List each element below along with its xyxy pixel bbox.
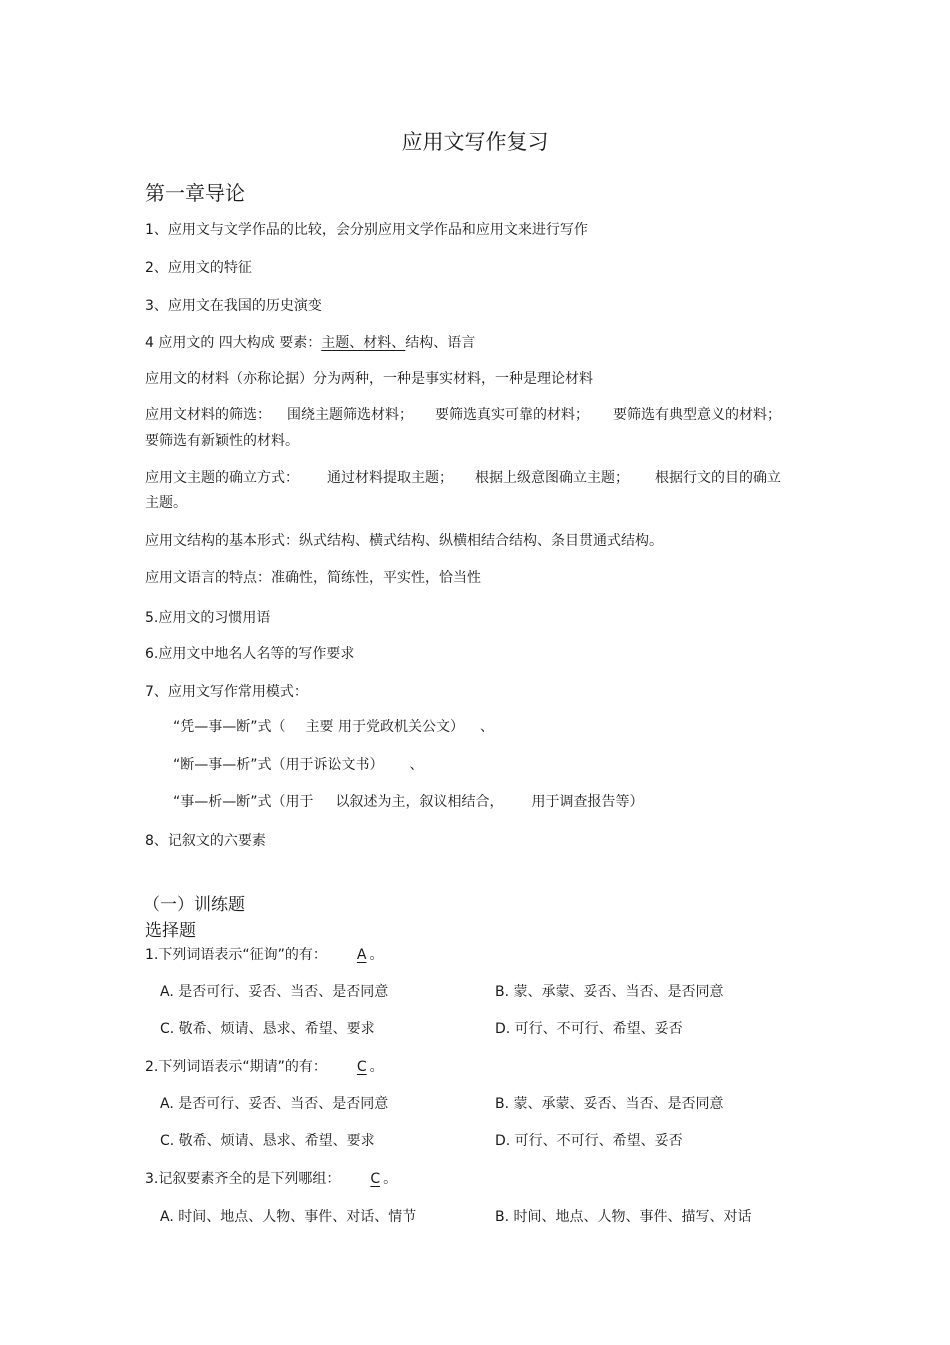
- material-filter-line-2: 要筛选有新颖性的材料。: [145, 433, 299, 449]
- q3-option-b: B. 时间、地点、人物、事件、描写、对话: [495, 1209, 752, 1225]
- question-1-end: 。: [369, 947, 384, 963]
- item-4: [145, 332, 475, 354]
- filter-label: 应用文材料的筛选：: [145, 407, 271, 423]
- item-3: 3、应用文在我国的历史演变: [145, 298, 322, 314]
- theme-point-2: 根据上级意图确立主题；: [475, 470, 629, 486]
- question-3: [145, 1168, 397, 1190]
- mode-2-name: “断—事—析”式（用于诉讼文书）: [173, 757, 384, 773]
- q3-option-a: A. 时间、地点、人物、事件、对话、情节: [160, 1209, 417, 1225]
- question-1: [145, 944, 383, 966]
- q2-option-b: B. 蒙、承蒙、妥否、当否、是否同意: [495, 1096, 724, 1112]
- filter-point-1: 围绕主题筛选材料；: [287, 407, 413, 423]
- mode-2-sep: 、: [409, 757, 424, 773]
- document-title: 应用文写作复习: [401, 130, 549, 154]
- item-1: 1、应用文与文学作品的比较，会分别应用文学作品和应用文来进行写作: [145, 222, 588, 238]
- item-2: 2、应用文的特征: [145, 260, 252, 276]
- mode-1-sep: 、: [479, 719, 494, 735]
- question-1-answer: A: [356, 947, 367, 963]
- q2-option-c: C. 敬希、烦请、恳求、希望、要求: [160, 1133, 375, 1149]
- item-4-underlined-material: 材料、: [363, 335, 406, 351]
- question-3-end: 。: [383, 1171, 398, 1187]
- filter-point-3: 要筛选有典型意义的材料；: [613, 407, 781, 423]
- question-3-stem: 3.记叙要素齐全的是下列哪组：: [145, 1171, 341, 1187]
- q2-option-d: D. 可行、不可行、希望、妥否: [495, 1133, 683, 1149]
- theme-label: 应用文主题的确立方式：: [145, 470, 299, 486]
- item-5: 5.应用文的习惯用语: [145, 610, 271, 626]
- q2-option-a: A. 是否可行、妥否、当否、是否同意: [160, 1096, 389, 1112]
- question-2: [145, 1056, 384, 1078]
- subsection-heading: 选择题: [145, 921, 196, 941]
- section-heading: （一）训练题: [143, 895, 245, 915]
- q1-option-b: B. 蒙、承蒙、妥否、当否、是否同意: [495, 984, 724, 1000]
- question-2-stem: 2.下列词语表示“期请”的有：: [145, 1059, 327, 1075]
- item-6: 6.应用文中地名人名等的写作要求: [145, 646, 355, 662]
- item-8: 8、记叙文的六要素: [145, 833, 266, 849]
- filter-point-2: 要筛选真实可靠的材料；: [435, 407, 589, 423]
- question-1-stem: 1.下列词语表示“征询”的有：: [145, 947, 327, 963]
- mode-3-use: 用于调查报告等）: [531, 794, 644, 810]
- mode-3-desc: 以叙述为主，叙议相结合，: [335, 794, 504, 810]
- theme-point-3: 根据行文的目的确立: [655, 470, 781, 486]
- theme-point-1: 通过材料提取主题；: [327, 470, 453, 486]
- item-7: 7、应用文写作常用模式：: [145, 684, 308, 700]
- q1-option-d: D. 可行、不可行、希望、妥否: [495, 1021, 683, 1037]
- question-3-answer: C: [370, 1171, 381, 1187]
- theme-line-2: 主题。: [145, 495, 187, 511]
- mode-2: [173, 754, 424, 776]
- materials-line: 应用文的材料（亦称论据）分为两种，一种是事实材料，一种是理论材料: [145, 371, 593, 387]
- language-line: 应用文语言的特点：准确性，简练性，平实性，恰当性: [145, 570, 481, 586]
- mode-1-use: 主要 用于党政机关公文）: [305, 719, 464, 735]
- chapter-heading: 第一章导论: [145, 181, 245, 205]
- mode-3-name: “事—析—断”式（用于: [173, 794, 314, 810]
- q1-option-c: C. 敬希、烦请、恳求、希望、要求: [160, 1021, 375, 1037]
- item-4-underlined-theme: 主题、: [321, 335, 364, 351]
- mode-1: [173, 716, 494, 738]
- question-2-answer: C: [356, 1059, 367, 1075]
- structure-line: 应用文结构的基本形式：纵式结构、横式结构、纵横相结合结构、条目贯通式结构。: [145, 533, 663, 549]
- material-filter-line: [145, 404, 781, 426]
- item-4-rest: 结构、语言: [405, 335, 476, 351]
- item-4-prefix: 4 应用文的 四大构成 要素：: [145, 335, 322, 351]
- q1-option-a: A. 是否可行、妥否、当否、是否同意: [160, 984, 389, 1000]
- mode-1-name: “凭—事—断”式（: [173, 719, 286, 735]
- question-2-end: 。: [369, 1059, 384, 1075]
- mode-3: [173, 791, 644, 813]
- theme-line: [145, 467, 781, 489]
